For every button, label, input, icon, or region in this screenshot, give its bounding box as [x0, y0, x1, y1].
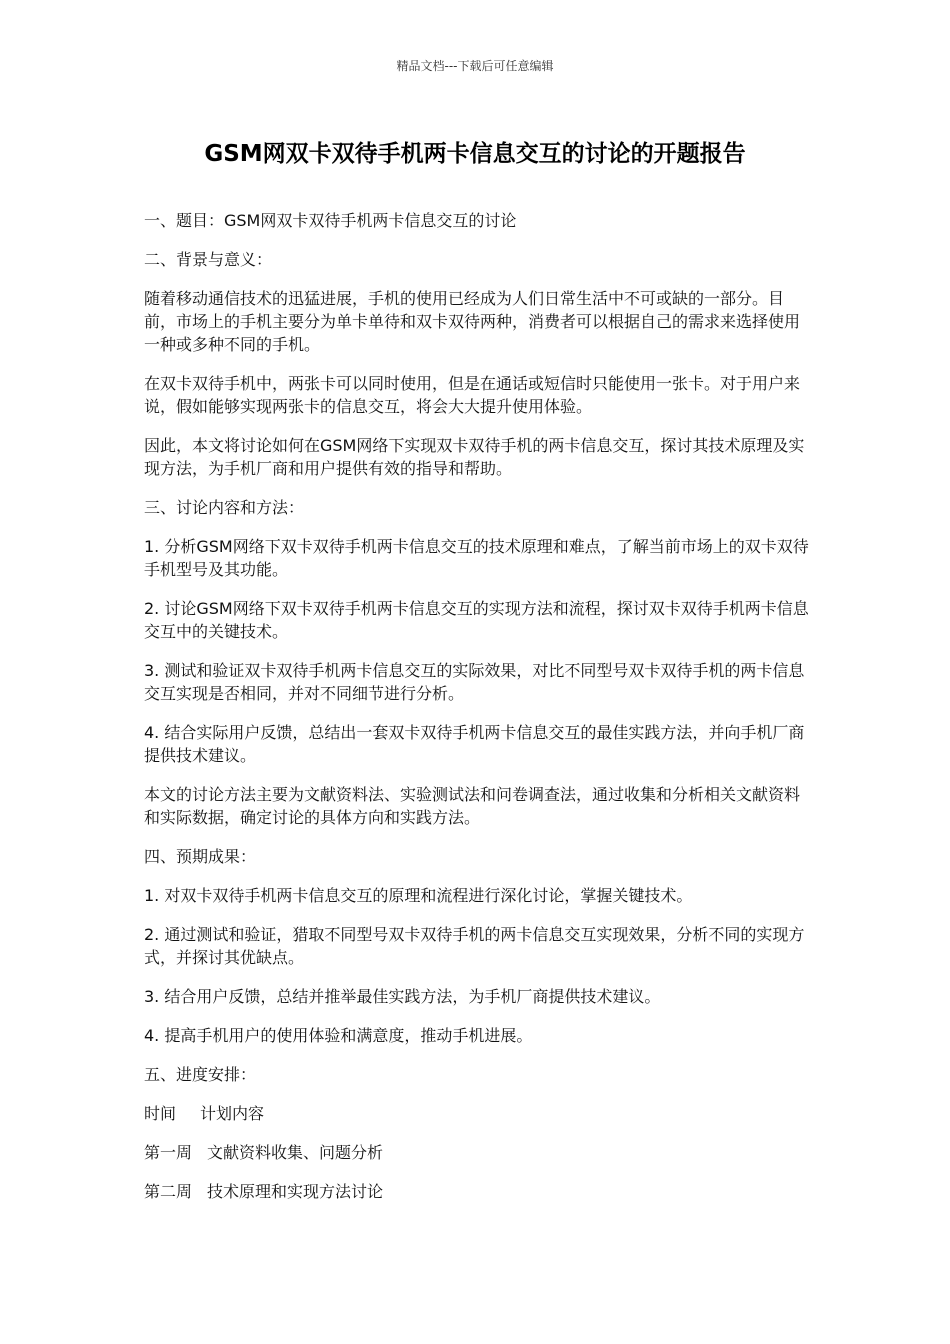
paragraph: 在双卡双待手机中，两张卡可以同时使用，但是在通话或短信时只能使用一张卡。对于用户来说，假如能够实现两张卡的信息交互，将会大大提升使用体验。: [144, 374, 801, 416]
list-item: 1. 对双卡双待手机两卡信息交互的原理和流程进行深化讨论，掌握关键技术。: [144, 886, 693, 905]
schedule-time: 第二周: [144, 1182, 193, 1201]
section-heading-schedule: 五、进度安排：: [144, 1065, 257, 1084]
schedule-time: 第一周: [144, 1143, 193, 1162]
list-item: 1. 分析GSM网络下双卡双待手机两卡信息交互的技术原理和难点，了解当前市场上的双卡双待手机型号及其功能。: [144, 537, 809, 579]
paragraph: 因此，本文将讨论如何在GSM网络下实现双卡双待手机的两卡信息交互，探讨其技术原理及实现方法，为手机厂商和用户提供有效的指导和帮助。: [144, 436, 805, 478]
section-heading-outcomes: 四、预期成果：: [144, 847, 257, 866]
list-item: 2. 讨论GSM网络下双卡双待手机两卡信息交互的实现方法和流程，探讨双卡双待手机两卡信息交互中的关键技术。: [144, 599, 809, 641]
list-item: 3. 结合用户反馈，总结并推举最佳实践方法，为手机厂商提供技术建议。: [144, 987, 661, 1006]
schedule-content-header: 计划内容: [200, 1104, 265, 1123]
paragraph: 本文的讨论方法主要为文献资料法、实验测试法和问卷调查法，通过收集和分析相关文献资料和实际数据，确定讨论的具体方向和实践方法。: [144, 785, 801, 827]
schedule-content: 文献资料收集、问题分析: [207, 1143, 384, 1162]
schedule-header-row: [144, 1102, 809, 1125]
schedule-row: [144, 1141, 809, 1164]
list-item: 3. 测试和验证双卡双待手机两卡信息交互的实际效果，对比不同型号双卡双待手机的两卡信息交互实现是否相同，并对不同细节进行分析。: [144, 661, 805, 703]
list-item: 4. 结合实际用户反馈，总结出一套双卡双待手机两卡信息交互的最佳实践方法，并向手机厂商提供技术建议。: [144, 723, 805, 765]
list-item: 2. 通过测试和验证，猎取不同型号双卡双待手机的两卡信息交互实现效果，分析不同的实现方式，并探讨其优缺点。: [144, 925, 805, 967]
document-title: GSM网双卡双待手机两卡信息交互的讨论的开题报告: [204, 141, 746, 167]
paragraph: 随着移动通信技术的迅猛进展，手机的使用已经成为人们日常生活中不可或缺的一部分。目前，市场上的手机主要分为单卡单待和双卡双待两种，消费者可以根据自己的需求来选择使用一种或多种不同的手机。: [144, 289, 801, 354]
section-heading-topic: 一、题目：GSM网双卡双待手机两卡信息交互的讨论: [144, 211, 517, 230]
section-heading-background: 二、背景与意义：: [144, 250, 273, 269]
schedule-row: [144, 1180, 809, 1203]
header-note: 精品文档---下载后可任意编辑: [396, 59, 554, 73]
schedule-time-header: 时间: [144, 1104, 177, 1123]
section-heading-methods: 三、讨论内容和方法：: [144, 498, 305, 517]
schedule-content: 技术原理和实现方法讨论: [207, 1182, 384, 1201]
list-item: 4. 提高手机用户的使用体验和满意度，推动手机进展。: [144, 1026, 533, 1045]
document-body: [144, 209, 809, 1219]
